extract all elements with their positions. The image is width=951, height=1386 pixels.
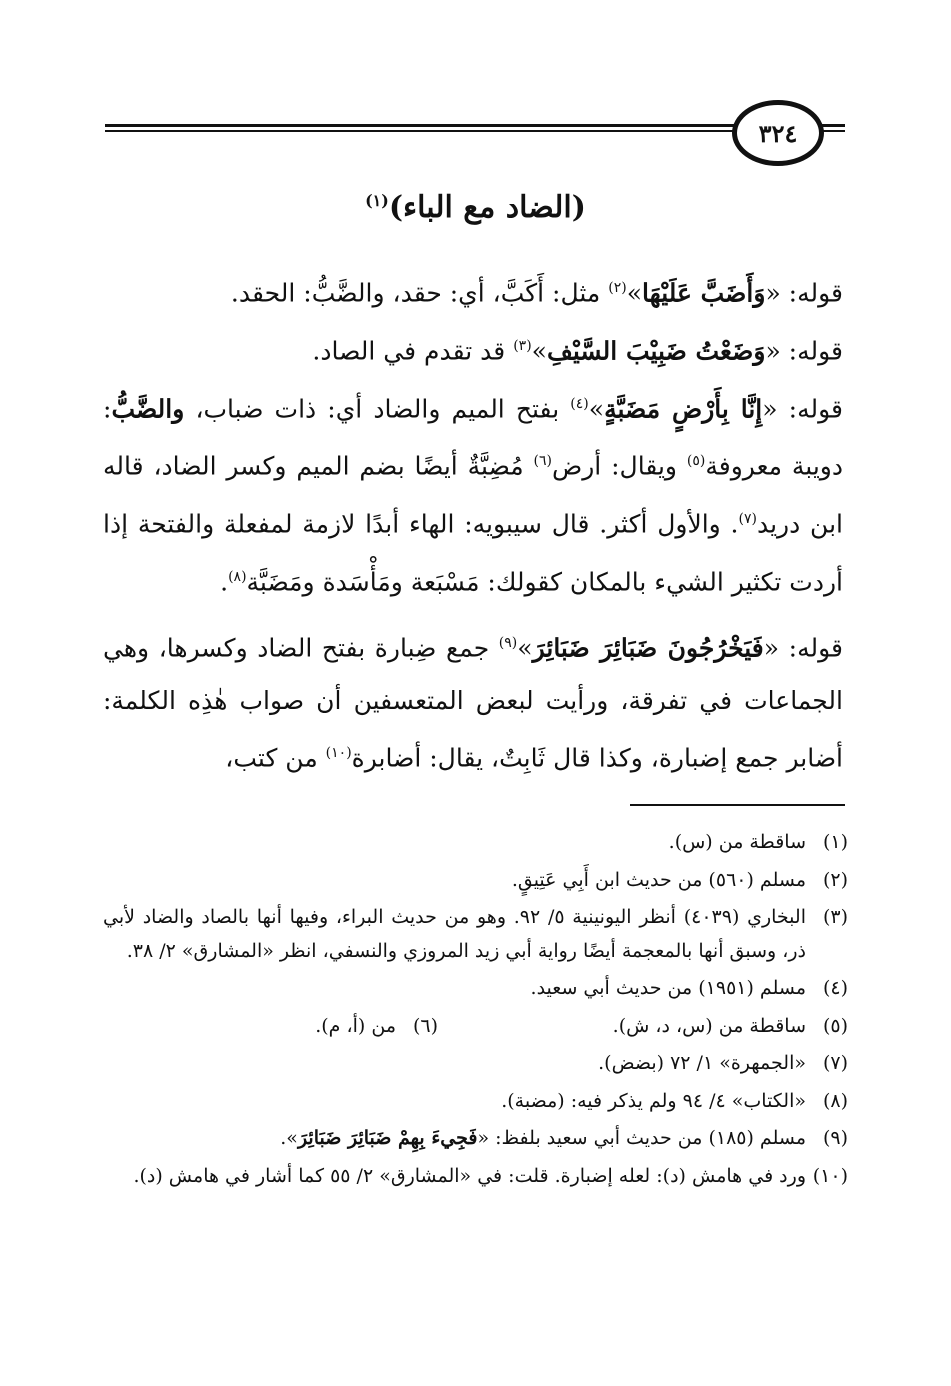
paragraph-1 (103, 262, 843, 320)
footnote-text: مسلم (٥٦٠) من حديث ابن أَبِي عَتِيقٍ. (511, 868, 806, 891)
footnote-ref: (٨) (228, 569, 247, 586)
footnote-1 (103, 826, 848, 860)
footnote-3 (103, 901, 848, 968)
title-footnote-ref: (١) (365, 191, 389, 210)
paragraph-4 (103, 617, 843, 785)
footnote-bold-quote: فَجِيءَ بِهِمْ ضَبَائِرَ ضَبَائِرَ (297, 1127, 478, 1149)
footnote-text: البخاري (٤٠٣٩) أنظر اليونينية ٥/ ٩٢. وهو من حديث البراء، وفيها أنها بالصاد والضاد لأبي ذر، وسبق أنها بالمعجمة أيضًا رواية أبي زيد المروزي والنسفي، انظر «المشارق» ٢/ ٣٨. (103, 906, 806, 962)
para-text: قد تقدم في الصاد. (312, 336, 514, 366)
para-close: » (531, 336, 547, 366)
footnote-ref: (٧) (738, 511, 757, 528)
footnote-separator (630, 804, 845, 806)
footnote-number: (٧) (822, 1052, 848, 1074)
footnote-text (103, 1122, 806, 1156)
footnote-8 (103, 1085, 848, 1119)
footnote-text: «الجمهرة» ١/ ٧٢ (بضض). (598, 1052, 806, 1074)
para-lead: قوله: « (763, 633, 843, 663)
section-title-text: (الضاد مع الباء) (388, 190, 586, 225)
paragraph-3 (103, 378, 843, 609)
para-lead: قوله: « (765, 278, 843, 308)
paragraph-2 (103, 320, 843, 378)
para-text: ويقال: أرض (552, 451, 687, 481)
footnote-ref: (٢) (608, 280, 627, 296)
footnote-ref: (١٠) (325, 745, 352, 762)
footnote-number: (٣) (822, 906, 848, 928)
para-text: جمع ضِبارة بفتح الضاد وكسرها، وهي الجماعات في تفرقة، ورأيت لبعض المتعسفين أن صواب هٰذِه الكلمة: أضابر جمع إضبارة، وكذا قال ثَابِتٌ، يقال: أضابرة (103, 633, 843, 773)
footnote-number: (٥) (822, 1014, 848, 1037)
para-text: بفتح الميم والضاد أي: ذات ضباب، (184, 393, 571, 423)
footnote-2 (103, 864, 848, 898)
section-title (0, 190, 951, 225)
footnote-7 (103, 1047, 848, 1081)
footnote-5 (438, 1010, 848, 1044)
hadith-quote: وَضَعْتُ ضَبِيْبَ السَّيْفِ (546, 336, 766, 366)
body-text (103, 262, 843, 785)
para-lead: قوله: « (762, 393, 843, 423)
footnote-ref: (٦) (533, 453, 552, 470)
footnotes (103, 826, 848, 1197)
para-close: » (517, 633, 533, 663)
footnote-9 (103, 1122, 848, 1156)
para-text: . (220, 567, 229, 597)
footnote-ref: (٥) (686, 453, 706, 470)
footnote-ref: (٤) (570, 395, 589, 412)
hadith-quote: وَأَضَبَّ عَلَيْهَا (642, 278, 766, 308)
footnote-number: (٨) (822, 1089, 848, 1112)
footnote-number: (٤) (822, 977, 848, 999)
footnote-number: (٦) (412, 1014, 438, 1037)
para-close: » (626, 278, 643, 308)
footnote-text-end: ». (280, 1127, 298, 1149)
footnote-number: (١٠) (812, 1164, 848, 1187)
footnote-10 (103, 1160, 848, 1194)
para-lead: قوله: « (765, 336, 843, 366)
para-text: : دويبة معروفة (103, 393, 843, 481)
para-close: » (588, 393, 605, 423)
footnote-text: من (أ، م). (315, 1014, 396, 1037)
footnote-4 (103, 972, 848, 1006)
para-text: مُضِبَّةٌ أيضًا بضم الميم وكسر الضاد، قاله ابن دريد (103, 451, 843, 539)
footnote-text: ساقطة من (س). (668, 831, 806, 853)
footnote-pair-5-6 (103, 1010, 848, 1048)
bold-term: والضَّبُّ (111, 393, 185, 423)
hadith-quote: فَيَخْرُجُونَ ضَبَائِرَ ضَبَائِرَ (532, 633, 764, 663)
footnote-number: (٩) (822, 1127, 848, 1149)
footnote-text: «الكتاب» ٤/ ٩٤ ولم يذكر فيه: (مضبة). (501, 1089, 806, 1112)
para-text: مثل: أَكَبَّ، أي: حقد، والضَّبُّ: الحقد. (230, 278, 609, 308)
footnote-text: ورد في هامش (د): لعله إضبارة. قلت: في «المشارق» ٢/ ٥٥ كما أشار في هامش (د). (133, 1164, 806, 1187)
footnote-text: ساقطة من (س، د، ش). (612, 1014, 806, 1037)
footnote-6 (315, 1010, 438, 1044)
para-text: . والأول أكثر. قال سيبويه: الهاء أبدًا لازمة لمفعلة والفتحة إذا أردت تكثير الشيء بالمكان كقولك: مَسْبَعة ومَأْسَدة ومَضَبَّة (103, 509, 843, 597)
hadith-quote: إِنَّا بِأَرْضٍ مَضَبَّةٍ (604, 393, 763, 423)
page-number: ٣٢٤ (732, 100, 824, 166)
footnote-ref: (٣) (513, 337, 532, 354)
para-text: من كتب، (225, 743, 326, 773)
footnote-ref: (٩) (498, 634, 518, 651)
footnote-number: (١) (822, 831, 848, 853)
footnote-text-part: مسلم (١٨٥) من حديث أبي سعيد بلفظ: « (477, 1127, 806, 1149)
footnote-number: (٢) (822, 868, 848, 891)
footnote-text: مسلم (١٩٥١) من حديث أبي سعيد. (530, 977, 806, 999)
